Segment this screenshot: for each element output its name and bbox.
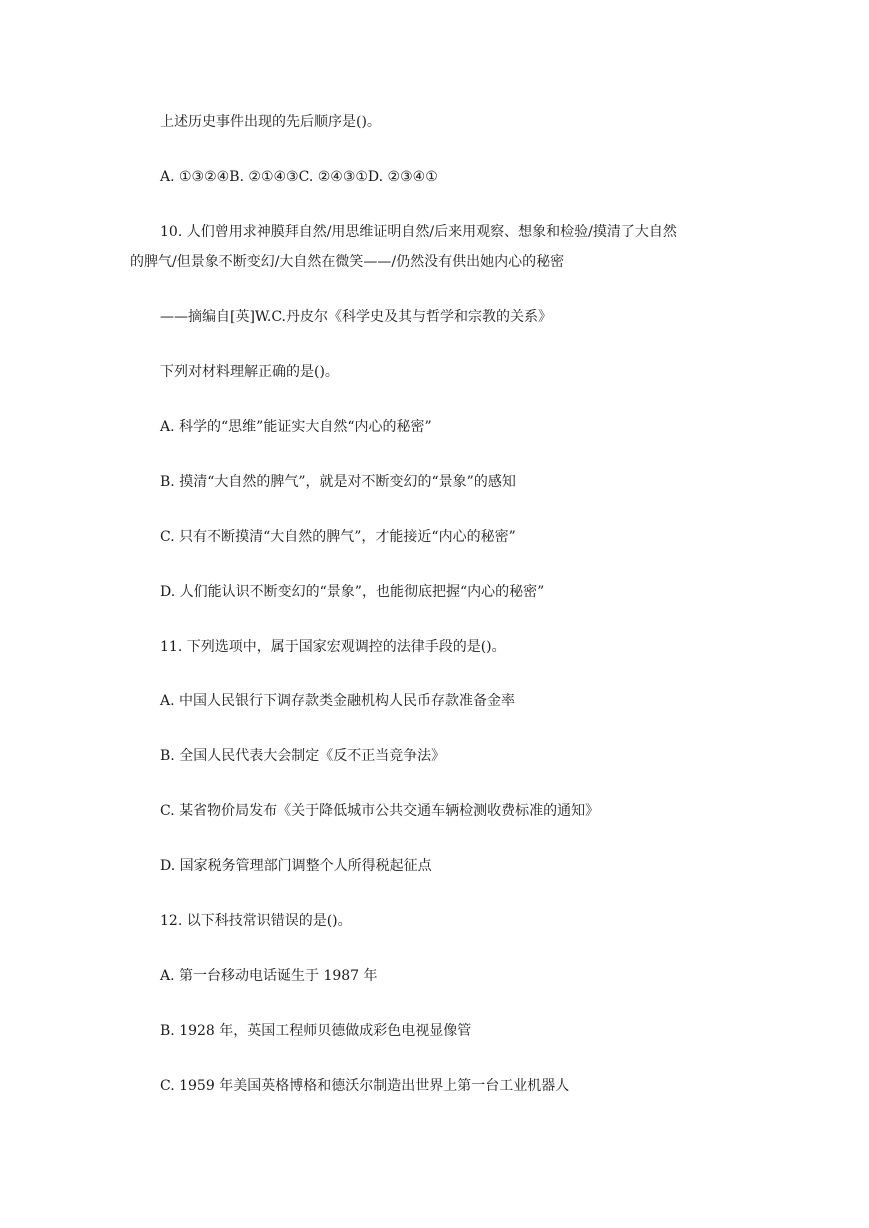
q10-option-c: C. 只有不断摸清“大自然的脾气”，才能接近“内心的秘密” bbox=[160, 529, 516, 545]
q12-option-c: C. 1959 年美国英格博格和德沃尔制造出世界上第一台工业机器人 bbox=[160, 1078, 570, 1094]
q11-option-a: A. 中国人民银行下调存款类金融机构人民币存款准备金率 bbox=[160, 693, 516, 709]
q12-option-b: B. 1928 年，英国工程师贝德做成彩色电视显像管 bbox=[160, 1023, 472, 1039]
q10-source: ——摘编自[英]W.C.丹皮尔《科学史及其与哲学和宗教的关系》 bbox=[160, 309, 552, 325]
q10-prompt: 下列对材料理解正确的是()。 bbox=[160, 364, 339, 380]
q12-option-a: A. 第一台移动电话诞生于 1987 年 bbox=[160, 968, 378, 984]
q10-stem-line2: 的脾气/但景象不断变幻/大自然在微笑——/仍然没有供出她内心的秘密 bbox=[130, 254, 565, 270]
q10-option-b: B. 摸清“大自然的脾气”，就是对不断变幻的“景象”的感知 bbox=[160, 474, 516, 490]
q10-option-d: D. 人们能认识不断变幻的“景象”，也能彻底把握“内心的秘密” bbox=[160, 584, 545, 600]
q11-stem: 11. 下列选项中，属于国家宏观调控的法律手段的是()。 bbox=[160, 639, 506, 655]
q10-stem-line1: 10. 人们曾用求神膜拜自然/用思维证明自然/后来用观察、想象和检验/摸清了大自然 bbox=[160, 224, 677, 240]
q9-options: A. ①③②④B. ②①④③C. ②④③①D. ②③④① bbox=[160, 169, 438, 185]
q12-stem: 12. 以下科技常识错误的是()。 bbox=[160, 913, 352, 929]
q11-option-c: C. 某省物价局发布《关于降低城市公共交通车辆检测收费标准的通知》 bbox=[160, 803, 600, 819]
q10-option-a: A. 科学的“思维”能证实大自然“内心的秘密” bbox=[160, 419, 432, 435]
q11-option-d: D. 国家税务管理部门调整个人所得税起征点 bbox=[160, 858, 432, 874]
q11-option-b: B. 全国人民代表大会制定《反不正当竞争法》 bbox=[160, 748, 446, 764]
q9-stem-tail: 上述历史事件出现的先后顺序是()。 bbox=[160, 114, 381, 130]
